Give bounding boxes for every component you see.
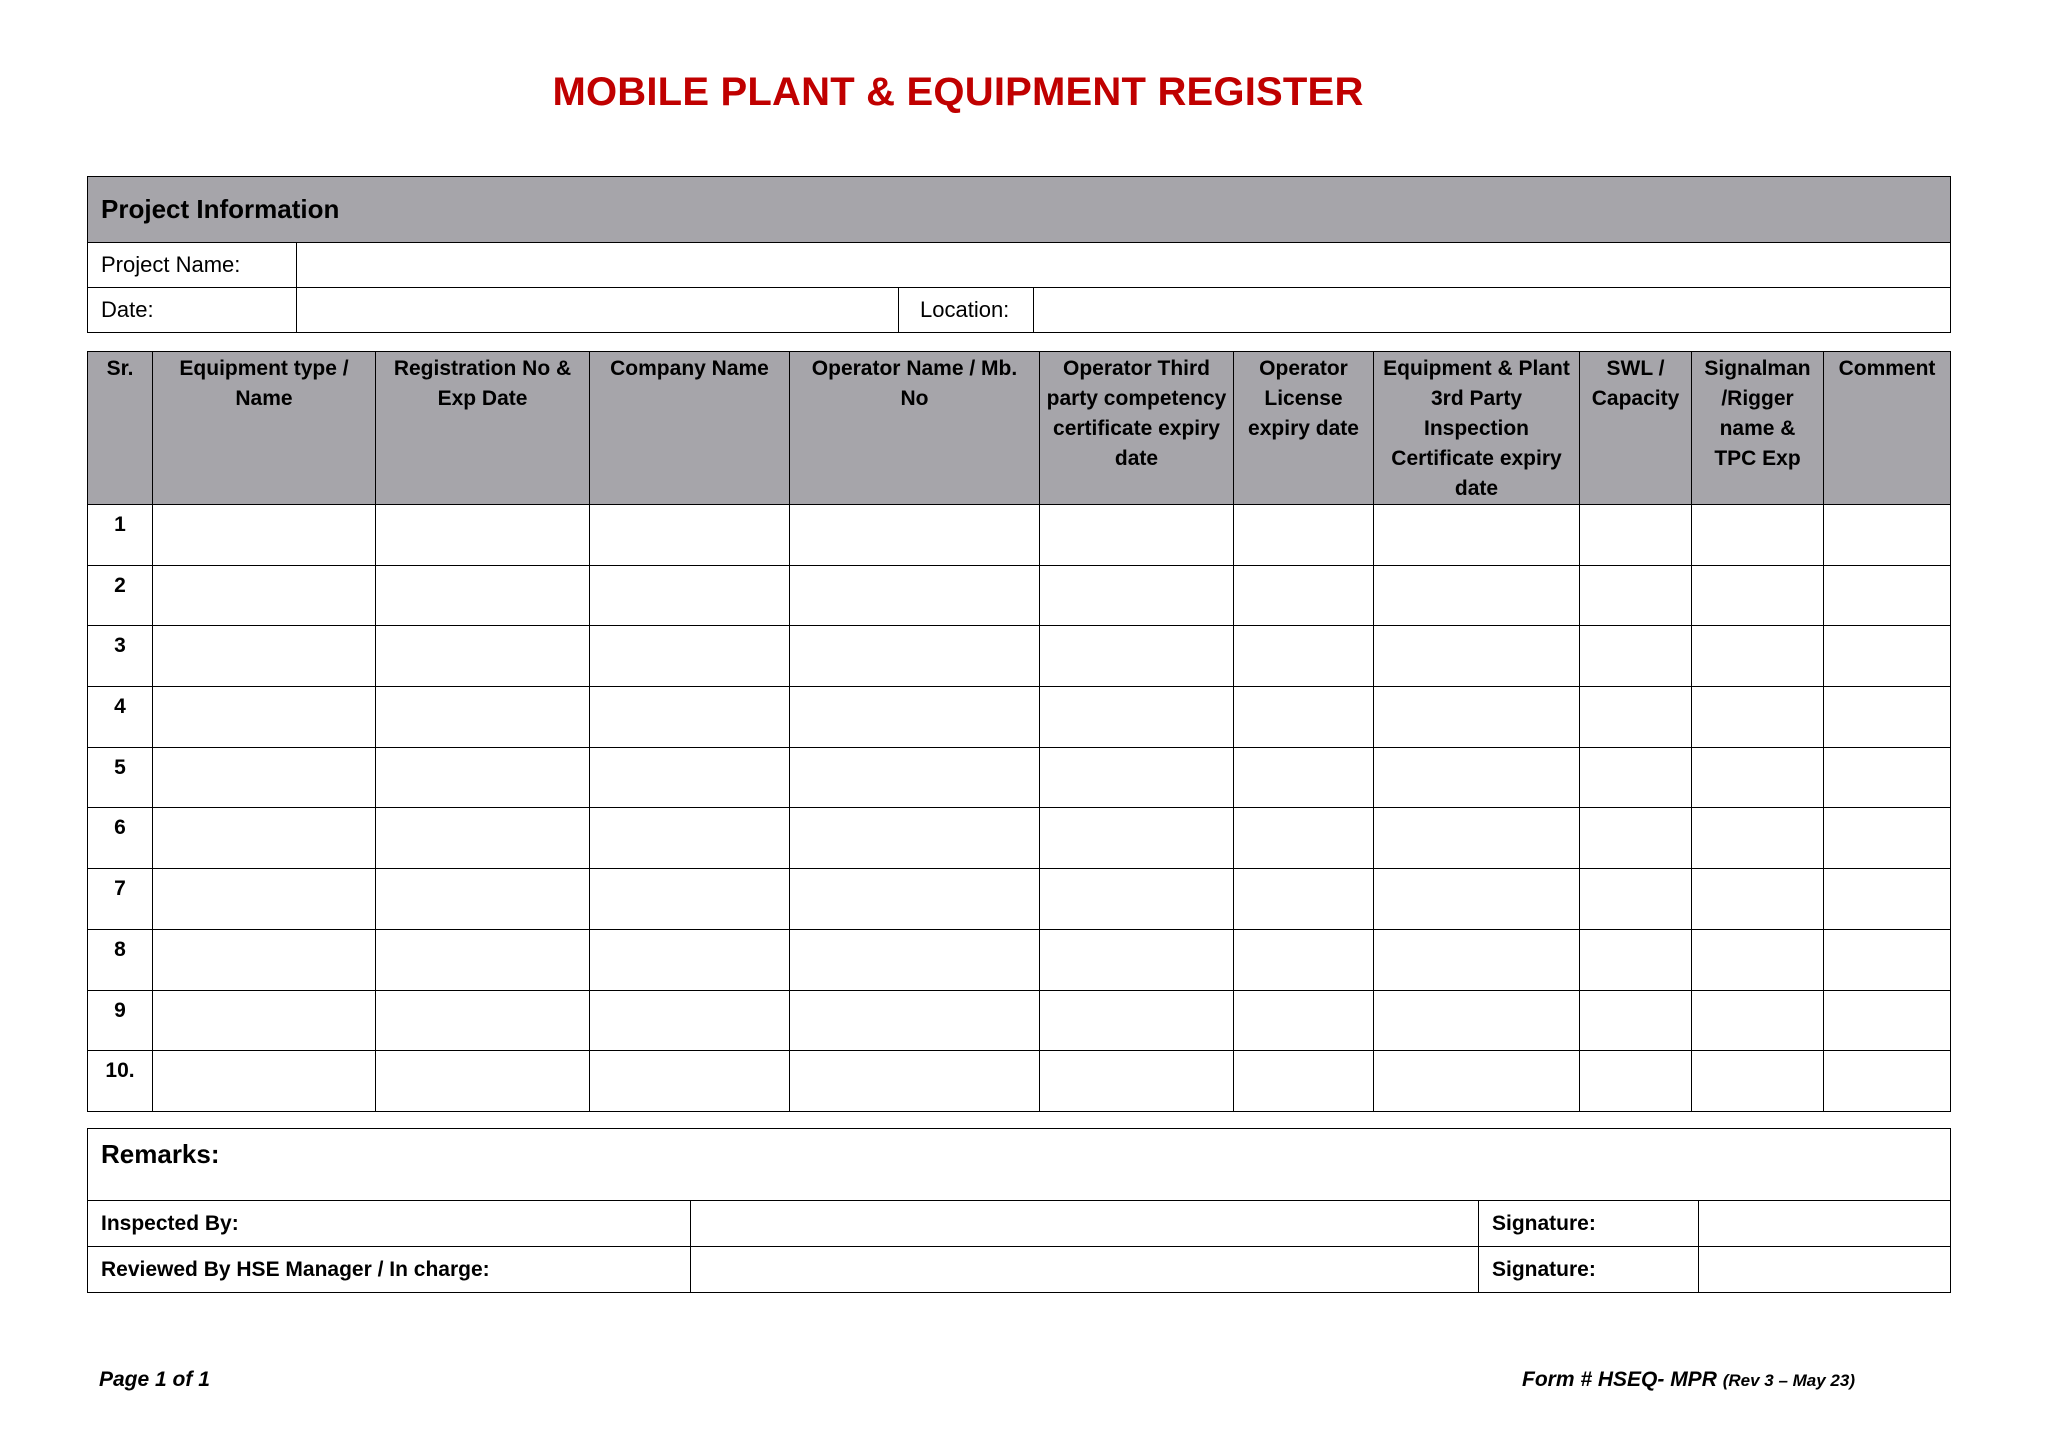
table-cell[interactable]: [153, 808, 376, 869]
table-cell[interactable]: [1040, 565, 1234, 626]
table-cell[interactable]: [376, 687, 590, 748]
table-cell[interactable]: [153, 1051, 376, 1112]
project-information-table: [87, 176, 1951, 333]
table-cell[interactable]: [1692, 1051, 1824, 1112]
column-header: Operator Third party competency certificate expiry date: [1040, 352, 1234, 505]
equipment-register-table: [87, 351, 1951, 1112]
date-field[interactable]: [297, 288, 899, 333]
table-cell[interactable]: [153, 747, 376, 808]
column-header: Equipment & Plant 3rd Party Inspection Certificate expiry date: [1374, 352, 1580, 505]
table-cell[interactable]: [1824, 808, 1951, 869]
inspected-by-signature-field[interactable]: [1699, 1201, 1951, 1247]
page-title: MOBILE PLANT & EQUIPMENT REGISTER: [552, 70, 1364, 114]
row-number: 1: [88, 505, 153, 566]
table-cell[interactable]: [1692, 687, 1824, 748]
column-header: Operator License expiry date: [1234, 352, 1374, 505]
column-header: Company Name: [590, 352, 790, 505]
table-cell[interactable]: [1374, 929, 1580, 990]
table-cell[interactable]: [1824, 505, 1951, 566]
table-cell[interactable]: [1580, 747, 1692, 808]
remarks-heading: Remarks:: [88, 1129, 1951, 1201]
table-cell[interactable]: [153, 626, 376, 687]
table-cell[interactable]: [1374, 626, 1580, 687]
table-row: [88, 687, 1951, 748]
column-header: Operator Name / Mb. No: [790, 352, 1040, 505]
table-cell[interactable]: [1040, 626, 1234, 687]
table-cell[interactable]: [1374, 565, 1580, 626]
table-cell[interactable]: [1040, 747, 1234, 808]
table-row: [88, 747, 1951, 808]
table-cell[interactable]: [1374, 747, 1580, 808]
table-cell[interactable]: [790, 747, 1040, 808]
table-cell[interactable]: [376, 626, 590, 687]
table-cell[interactable]: [1824, 990, 1951, 1051]
location-label: Location:: [899, 288, 1034, 333]
reviewed-by-label: Reviewed By HSE Manager / In charge:: [88, 1247, 691, 1293]
row-number: 8: [88, 929, 153, 990]
table-cell[interactable]: [1374, 808, 1580, 869]
table-cell[interactable]: [153, 869, 376, 930]
table-cell[interactable]: [790, 687, 1040, 748]
column-header: SWL / Capacity: [1580, 352, 1692, 505]
table-cell[interactable]: [1692, 747, 1824, 808]
table-cell[interactable]: [376, 990, 590, 1051]
table-row: [88, 505, 1951, 566]
table-cell[interactable]: [590, 747, 790, 808]
row-number: 7: [88, 869, 153, 930]
table-cell[interactable]: [1040, 808, 1234, 869]
inspected-by-label: Inspected By:: [88, 1201, 691, 1247]
table-row: [88, 929, 1951, 990]
row-number: 4: [88, 687, 153, 748]
table-cell[interactable]: [1040, 869, 1234, 930]
table-cell[interactable]: [790, 626, 1040, 687]
table-cell[interactable]: [1040, 505, 1234, 566]
table-cell[interactable]: [1580, 929, 1692, 990]
table-cell[interactable]: [376, 929, 590, 990]
column-header: Equipment type / Name: [153, 352, 376, 505]
table-cell[interactable]: [1692, 869, 1824, 930]
table-cell[interactable]: [1374, 990, 1580, 1051]
table-cell[interactable]: [1692, 990, 1824, 1051]
table-cell[interactable]: [1692, 626, 1824, 687]
table-cell[interactable]: [1580, 990, 1692, 1051]
table-cell[interactable]: [790, 808, 1040, 869]
table-row: [88, 626, 1951, 687]
table-cell[interactable]: [590, 869, 790, 930]
table-cell[interactable]: [1234, 869, 1374, 930]
table-cell[interactable]: [376, 505, 590, 566]
table-cell[interactable]: [790, 1051, 1040, 1112]
table-cell[interactable]: [1580, 505, 1692, 566]
column-header: Signalman /Rigger name & TPC Exp: [1692, 352, 1824, 505]
table-row: [88, 869, 1951, 930]
table-cell[interactable]: [1692, 929, 1824, 990]
table-cell[interactable]: [590, 1051, 790, 1112]
reviewed-by-signature-field[interactable]: [1699, 1247, 1951, 1293]
table-row: [88, 808, 1951, 869]
table-cell[interactable]: [1234, 990, 1374, 1051]
project-information-heading: Project Information: [88, 177, 1951, 243]
table-cell[interactable]: [153, 990, 376, 1051]
table-cell[interactable]: [1580, 808, 1692, 869]
table-cell[interactable]: [1692, 808, 1824, 869]
table-cell[interactable]: [1692, 565, 1824, 626]
table-cell[interactable]: [376, 565, 590, 626]
table-cell[interactable]: [1234, 505, 1374, 566]
table-row: [88, 1051, 1951, 1112]
row-number: 3: [88, 626, 153, 687]
table-cell[interactable]: [1040, 1051, 1234, 1112]
table-cell[interactable]: [1824, 1051, 1951, 1112]
row-number: 2: [88, 565, 153, 626]
project-name-field[interactable]: [297, 243, 1951, 288]
table-cell[interactable]: [1374, 687, 1580, 748]
location-field[interactable]: [1034, 288, 1951, 333]
table-cell[interactable]: [153, 929, 376, 990]
register-header-row: [88, 352, 1951, 505]
table-cell[interactable]: [590, 929, 790, 990]
table-cell[interactable]: [590, 565, 790, 626]
row-number: 10.: [88, 1051, 153, 1112]
table-cell[interactable]: [153, 505, 376, 566]
table-cell[interactable]: [790, 565, 1040, 626]
table-cell[interactable]: [1234, 565, 1374, 626]
signature-label: Signature:: [1479, 1247, 1699, 1293]
table-cell[interactable]: [790, 990, 1040, 1051]
project-name-label: Project Name:: [88, 243, 297, 288]
table-cell[interactable]: [790, 929, 1040, 990]
table-cell[interactable]: [590, 687, 790, 748]
table-cell[interactable]: [153, 687, 376, 748]
table-cell[interactable]: [376, 869, 590, 930]
column-header: Sr.: [88, 352, 153, 505]
table-cell[interactable]: [1374, 505, 1580, 566]
table-cell[interactable]: [1040, 929, 1234, 990]
table-cell[interactable]: [590, 808, 790, 869]
table-cell[interactable]: [1234, 687, 1374, 748]
table-cell[interactable]: [1824, 747, 1951, 808]
form-code: Form # HSEQ- MPR: [1522, 1368, 1717, 1391]
table-cell[interactable]: [790, 505, 1040, 566]
table-cell[interactable]: [1580, 626, 1692, 687]
table-cell[interactable]: [1824, 869, 1951, 930]
table-cell[interactable]: [1234, 626, 1374, 687]
table-cell[interactable]: [1824, 565, 1951, 626]
column-header: Comment: [1824, 352, 1951, 505]
table-cell[interactable]: [1580, 687, 1692, 748]
table-cell[interactable]: [1040, 687, 1234, 748]
row-number: 6: [88, 808, 153, 869]
table-cell[interactable]: [1374, 1051, 1580, 1112]
table-cell[interactable]: [790, 869, 1040, 930]
table-cell[interactable]: [1580, 565, 1692, 626]
table-cell[interactable]: [1374, 869, 1580, 930]
table-cell[interactable]: [1692, 505, 1824, 566]
signature-label: Signature:: [1479, 1201, 1699, 1247]
table-cell[interactable]: [1234, 747, 1374, 808]
column-header: Registration No & Exp Date: [376, 352, 590, 505]
table-row: [88, 565, 1951, 626]
table-cell[interactable]: [1580, 869, 1692, 930]
table-cell[interactable]: [1824, 929, 1951, 990]
form-number: [1522, 1368, 1855, 1392]
table-cell[interactable]: [590, 990, 790, 1051]
remarks-table: [87, 1128, 1951, 1293]
table-cell[interactable]: [1824, 687, 1951, 748]
table-cell[interactable]: [153, 565, 376, 626]
date-label: Date:: [88, 288, 297, 333]
table-cell[interactable]: [376, 808, 590, 869]
table-cell[interactable]: [590, 505, 790, 566]
row-number: 5: [88, 747, 153, 808]
table-cell[interactable]: [1234, 1051, 1374, 1112]
table-cell[interactable]: [1040, 990, 1234, 1051]
table-cell[interactable]: [1234, 808, 1374, 869]
table-cell[interactable]: [376, 747, 590, 808]
table-cell[interactable]: [590, 626, 790, 687]
form-revision: (Rev 3 – May 23): [1722, 1371, 1855, 1390]
table-cell[interactable]: [1580, 1051, 1692, 1112]
table-cell[interactable]: [1824, 626, 1951, 687]
table-cell[interactable]: [1234, 929, 1374, 990]
inspected-by-field[interactable]: [691, 1201, 1479, 1247]
table-cell[interactable]: [376, 1051, 590, 1112]
table-row: [88, 990, 1951, 1051]
reviewed-by-field[interactable]: [691, 1247, 1479, 1293]
row-number: 9: [88, 990, 153, 1051]
page-number: Page 1 of 1: [99, 1368, 210, 1391]
